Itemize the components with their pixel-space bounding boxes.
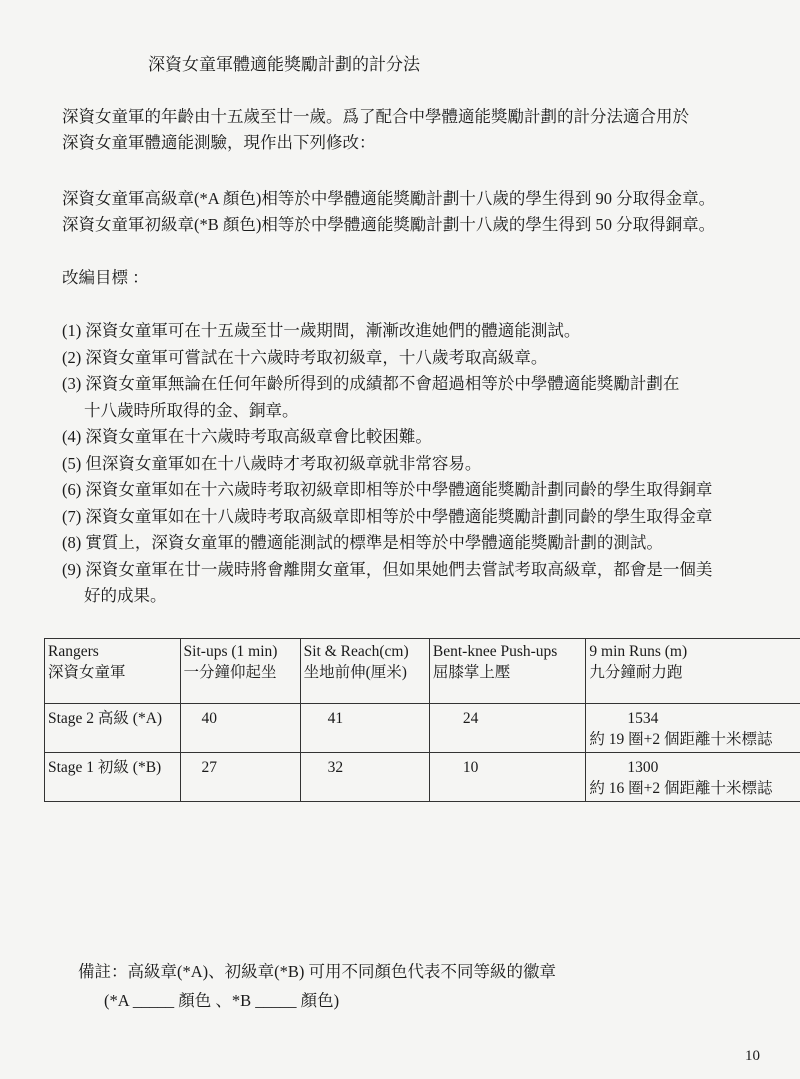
rating-line-basic: 深資女童軍初級章(*B 顏色)相等於中學體適能獎勵計劃十八歲的學生得到 50 分取得銅章。 [62,215,716,234]
header-en: Sit-ups (1 min) [183,643,278,660]
header-zh: 深資女童軍 [48,664,126,681]
document-title: 深資女童軍體適能獎勵計劃的計分法 [148,55,420,74]
goals-list [62,318,712,610]
header-cell-pushups [429,639,586,704]
table-header-row [45,639,800,704]
goal-item: (7) 深資女童軍如在十八歲時考取高級章即相等於中學體適能獎勵計劃同齡的學生取得金章 [62,506,713,526]
header-cell-sit-reach [300,639,429,704]
ratings-paragraph [62,186,715,238]
header-en: Sit & Reach(cm) [303,643,409,660]
runs-note: 約 19 圈+2 個距離十米標誌 [589,731,773,748]
pushups-cell [429,753,586,802]
header-en: 9 min Runs (m) [589,643,688,660]
runs-note: 約 16 圈+2 個距離十米標誌 [589,780,773,797]
page-number: 10 [745,1048,760,1064]
situps-cell [180,753,300,802]
goal-item-continuation: 十八歲時所取得的金、銅章。 [84,400,299,420]
header-zh: 坐地前伸(厘米) [303,664,407,681]
header-cell-situps [180,639,300,704]
goal-item: (5) 但深資女童軍如在十八歲時才考取初級章就非常容易。 [62,453,482,473]
reach-cell [300,753,429,802]
pushups-value: 10 [462,759,479,776]
goals-heading: 改編目標 ： [62,268,149,287]
header-cell-runs [586,639,800,704]
table-row-stage-2 [45,704,800,753]
footnote-line-1: 備註：高級章(*A)、初級章(*B) 可用不同顏色代表不同等級的徽章 [78,962,557,981]
header-zh: 九分鐘耐力跑 [589,664,683,681]
table-row-stage-1 [45,753,800,802]
footnote [78,957,556,1015]
goal-item: (1) 深資女童軍可在十五歲至廿一歲期間，漸漸改進她們的體適能測試。 [62,321,581,340]
runs-cell [586,704,800,753]
fitness-standards-table [44,638,800,802]
intro-line: 深資女童軍體適能測驗，現作出下列修改： [62,133,376,152]
header-en: Bent-knee Push-ups [432,643,558,660]
goal-item: (9) 深資女童軍在廿一歲時將會離開女童軍，但如果她們去嘗試考取高級章，都會是一個美 [62,559,713,579]
runs-value: 1534 [627,710,659,727]
runs-value: 1300 [627,759,659,776]
pushups-cell [429,704,586,753]
header-en: Rangers [48,643,99,660]
goal-item: (6) 深資女童軍如在十六歲時考取初級章即相等於中學體適能獎勵計劃同齡的學生取得銅章 [62,480,713,499]
runs-cell [586,753,800,802]
rating-line-advanced: 深資女童軍高級章(*A 顏色)相等於中學體適能獎勵計劃十八歲的學生得到 90 分取得金章。 [62,189,716,208]
goal-item: (4) 深資女童軍在十六歲時考取高級章會比較困難。 [62,427,432,446]
goal-item: (2) 深資女童軍可嘗試在十六歲時考取初級章，十八歲考取高級章。 [62,347,548,367]
reach-cell [300,704,429,753]
goal-item: (3) 深資女童軍無論在任何年齡所得到的成績都不會超過相等於中學體適能獎勵計劃在 [62,374,680,393]
goal-item: (8) 實質上，深資女童軍的體適能測試的標準是相等於中學體適能獎勵計劃的測試。 [62,533,663,552]
intro-paragraph [62,104,689,156]
pushups-value: 24 [462,710,479,727]
stage-cell: Stage 2 高級 (*A) [45,704,181,753]
situps-cell [180,704,300,753]
situps-value: 40 [201,710,218,727]
footnote-line-2: (*A _____ 顏色 、*B _____ 顏色) [104,991,340,1010]
header-zh: 屈膝掌上壓 [432,664,511,681]
reach-value: 41 [327,710,344,727]
goal-item-continuation: 好的成果。 [84,586,167,605]
stage-cell: Stage 1 初級 (*B) [45,753,181,802]
reach-value: 32 [327,759,344,776]
header-cell-rangers [45,639,181,704]
intro-line: 深資女童軍的年齡由十五歲至廿一歲。爲了配合中學體適能獎勵計劃的計分法適合用於 [62,107,689,126]
header-zh: 一分鐘仰起坐 [183,664,277,681]
situps-value: 27 [201,759,218,776]
